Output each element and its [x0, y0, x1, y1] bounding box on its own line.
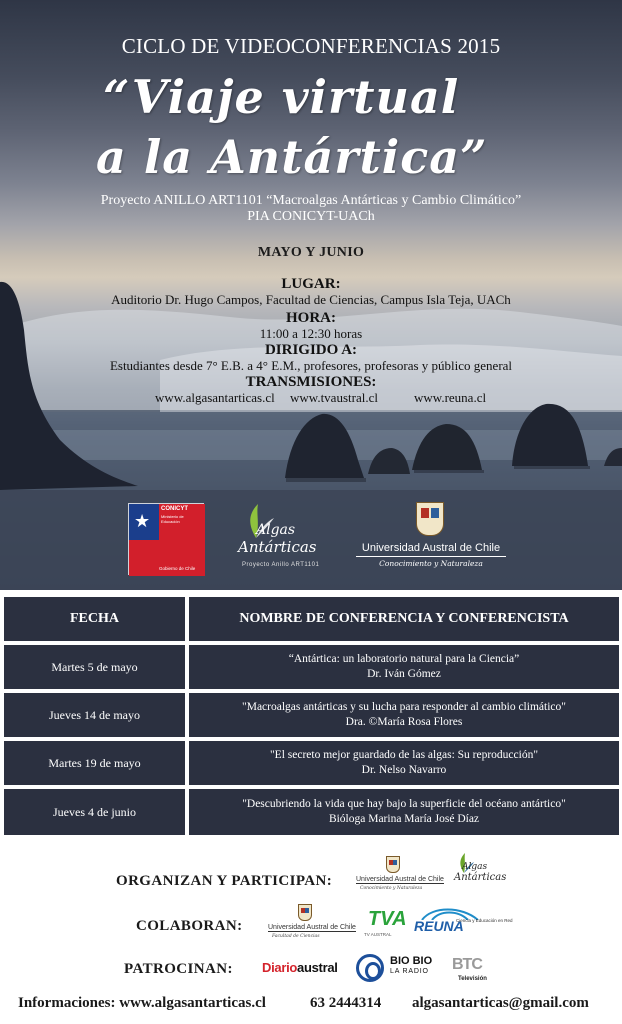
algas-antarticas-logo — [226, 500, 332, 576]
la-radio-text: LA RADIO — [390, 968, 429, 975]
uach-facultad-tagline: Facultad de Ciencias — [272, 934, 320, 939]
tva-sub: TV AUSTRAL — [364, 932, 392, 937]
conference-schedule-table — [0, 590, 622, 840]
algas-project-text: Proyecto Anillo ART1101 — [242, 562, 320, 568]
algas-mini-text: Algas — [462, 862, 488, 872]
row4-date: Jueves 4 de junio — [4, 789, 185, 835]
hora-value: 11:00 a 12:30 horas — [259, 326, 363, 341]
transmisiones-label: TRANSMISIONES: — [245, 374, 377, 390]
row1-conference — [189, 645, 619, 689]
lugar-label: LUGAR: — [281, 276, 341, 292]
info-phone: 63 2444314 — [310, 995, 382, 1011]
reuna-sub: Ciencia y Educación en Red — [456, 918, 513, 923]
btc-sub: Televisión — [458, 976, 487, 982]
hora-label: HORA: — [286, 310, 336, 326]
uach-mini-tagline: Conocimiento y Naturaleza — [360, 886, 423, 891]
row4-title: "Descubriendo la vida que hay bajo la superficie del océano antártico" — [242, 798, 566, 810]
project-line1: Proyecto ANILLO ART1101 “Macroalgas Antárticas y Cambio Climático” — [100, 193, 522, 208]
row4-speaker: Bióloga Marina María José Díaz — [328, 813, 480, 825]
cycle-title: CICLO DE VIDEOCONFERENCIAS 2015 — [121, 34, 501, 58]
row2-conference — [189, 693, 619, 737]
sponsors-section — [0, 840, 622, 1024]
organizan-label: ORGANIZAN Y PARTICIPAN: — [116, 873, 333, 889]
project-line2: PIA CONICYT-UACh — [247, 209, 375, 224]
tva-text: TVA — [368, 908, 407, 930]
row2-title: "Macroalgas antárticas y su lucha para responder al cambio climático" — [242, 701, 566, 713]
gobierno-text: Gobierno de Chile — [159, 566, 196, 571]
diario-red-text: Diario — [262, 960, 298, 975]
link-reuna[interactable]: www.reuna.cl — [414, 390, 487, 405]
row4-conference — [189, 789, 619, 835]
diario-austral-logo — [262, 960, 338, 975]
dirigido-label: DIRIGIDO A: — [264, 342, 358, 358]
project-name — [0, 193, 622, 225]
event-title-line2: a la Antártica” — [96, 130, 488, 184]
reuna-text: REUNA — [414, 918, 464, 934]
bio-bio-radio-logo — [356, 954, 436, 984]
bio-bio-text: BIO BIO — [390, 955, 433, 967]
row1-speaker: Dr. Iván Gómez — [367, 668, 441, 680]
gobierno-de-chile-conicyt-logo — [128, 503, 204, 575]
uach-logo — [356, 500, 506, 578]
lugar-value: Auditorio Dr. Hugo Campos, Facultad de Ciencias, Campus Isla Teja, UACh — [111, 292, 511, 307]
algas-text: Algas — [256, 522, 296, 538]
reuna-logo — [414, 904, 513, 940]
star-icon: ★ — [134, 511, 151, 531]
uach-mini-name: Universidad Austral de Chile — [356, 876, 444, 883]
event-title-line1: “Viaje virtual — [103, 70, 460, 124]
diario-black-text: austral — [297, 960, 338, 975]
patrocinan-label: PATROCINAN: — [124, 961, 233, 977]
row3-conference — [189, 741, 619, 785]
uach-facultad-crest-icon — [298, 904, 312, 921]
uach-crest-icon — [416, 502, 444, 536]
uach-tagline: Conocimiento y Naturaleza — [379, 559, 483, 568]
info-email[interactable]: algasantarticas@gmail.com — [412, 995, 589, 1011]
algas-mini-logo — [448, 852, 510, 896]
fecha-header: FECHA — [4, 597, 185, 641]
row2-speaker: Dra. ©María Rosa Flores — [345, 716, 463, 728]
row3-title: "El secreto mejor guardado de las algas: Su reproducción" — [269, 749, 539, 761]
btc-text: BTC — [452, 956, 482, 973]
uach-facultad-logo — [268, 904, 358, 944]
info-website[interactable]: Informaciones: www.algasantarticas.cl — [18, 995, 266, 1011]
tv-austral-logo — [360, 902, 407, 942]
antarticas-text: Antárticas — [238, 538, 317, 556]
uach-mini-logo — [356, 856, 446, 896]
row1-date: Martes 5 de mayo — [4, 645, 185, 689]
bio-bio-icon — [356, 954, 384, 982]
link-tvaustral[interactable]: www.tvaustral.cl — [290, 390, 378, 405]
uach-mini-crest-icon — [386, 856, 400, 873]
antarticas-mini-text: Antárticas — [454, 872, 507, 883]
ministerio-text: Ministerio de Educación — [161, 514, 184, 524]
row3-date: Martes 19 de mayo — [4, 741, 185, 785]
event-months: MAYO Y JUNIO — [257, 245, 365, 260]
conferencia-header: NOMBRE DE CONFERENCIA Y CONFERENCISTA — [189, 597, 619, 641]
uach-facultad-name: Universidad Austral de Chile — [268, 924, 356, 931]
btc-television-logo — [452, 956, 504, 986]
colaboran-label: COLABORAN: — [136, 918, 243, 934]
row2-date: Jueves 14 de mayo — [4, 693, 185, 737]
row1-title: “Antártica: un laboratorio natural para la Ciencia” — [288, 653, 520, 665]
row3-speaker: Dr. Nelso Navarro — [361, 764, 447, 776]
uach-name: Universidad Austral de Chile — [356, 542, 506, 557]
link-algasantarticas[interactable]: www.algasantarticas.cl — [155, 390, 275, 405]
conicyt-text: CONICYT — [161, 506, 188, 512]
dirigido-value: Estudiantes desde 7° E.B. a 4° E.M., profesores, profesoras y público general — [109, 358, 513, 373]
